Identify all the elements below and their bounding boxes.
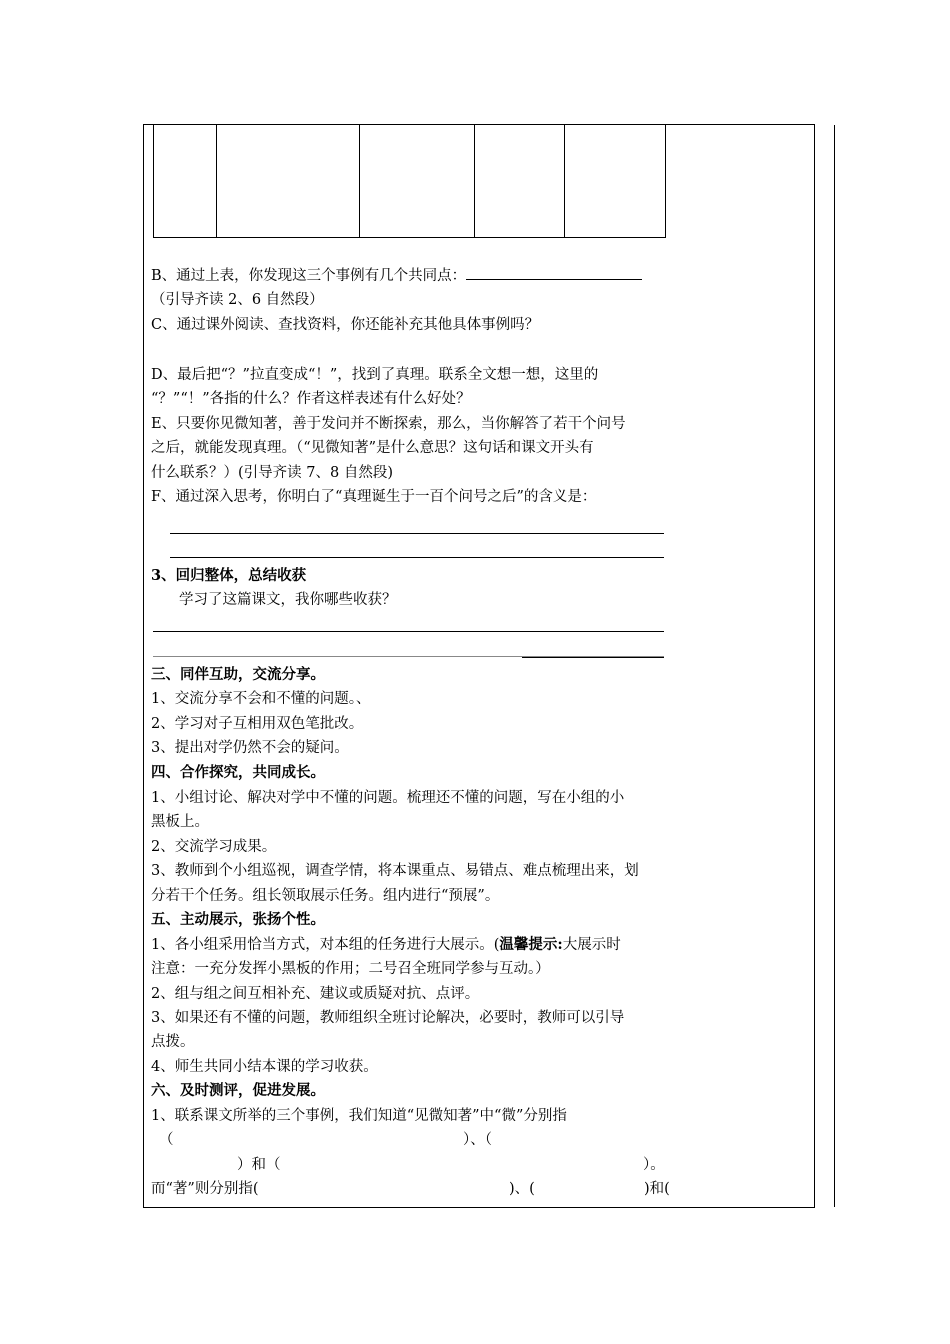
question-d-line2: “？”“！”各指的什么？作者这样表述有什么好处？ [151,391,471,407]
section-6-item-1-line1: 1、联系课文所举的三个事例，我们知道“见微知著”中“微”分别指 [151,1108,567,1124]
section-5-item-2: 2、组与组之间互相补充、建议或质疑对抗、点评。 [151,986,480,1002]
question-e-line3: 什么联系？）(引导齐读 7、8 自然段) [151,465,393,481]
answer-line[interactable] [170,557,664,558]
section-5-heading: 五、主动展示，张扬个性。 [151,911,325,928]
table-column-divider [359,125,360,237]
section-3-item-2: 2、学习对子互相用双色笔批改。 [151,716,364,732]
section-4-heading: 四、合作探究，共同成长。 [151,764,325,781]
answer-line[interactable] [522,657,664,658]
section-3-heading: 三、同伴互助，交流分享。 [151,666,325,683]
question-b-note: （引导齐读 2、6 自然段） [151,292,324,308]
table-column-divider [564,125,565,237]
section-4-item-1-line1: 1、小组讨论、解决对学中不懂的问题。梳理还不懂的问题，写在小组的小 [151,790,625,806]
section-6-heading: 六、及时测评，促进发展。 [151,1082,325,1099]
notes-column-divider [834,125,835,1207]
section-5-item-3-line1: 3、如果还有不懂的问题，教师组织全班讨论解决，必要时，教师可以引导 [151,1010,625,1026]
section-3-item-3: 3、提出对学仍然不会的疑问。 [151,740,349,756]
question-c: C、通过课外阅读、查找资料，你还能补充其他具体事例吗？ [151,317,540,333]
section-5-item-1-line2: 注意：一充分发挥小黑板的作用；二号召全班同学参与互动。） [151,961,550,977]
table-column-divider [474,125,475,237]
answer-line[interactable] [170,533,664,534]
section-5-item-1-line1: 1、各小组采用恰当方式，对本组的任务进行大展示。(温馨提示:大展示时 [151,936,621,953]
question-b: B、通过上表，你发现这三个事例有几个共同点： [151,265,681,287]
section-4-item-3-line2: 分若干个任务。组长领取展示任务。组内进行“预展”。 [151,888,500,904]
table-column-divider [216,125,217,237]
example-comparison-table [153,125,666,238]
answer-line[interactable] [153,631,664,632]
summary-question: 学习了这篇课文，我你哪些收获？ [179,592,397,608]
section-5-item-3-line2: 点拨。 [151,1034,195,1050]
question-e-line2: 之后，就能发现真理。（“见微知著”是什么意思？这句话和课文开头有 [151,440,594,456]
section-5-item-4: 4、师生共同小结本课的学习收获。 [151,1059,378,1075]
lesson-plan-table: B、通过上表，你发现这三个事例有几个共同点： （引导齐读 2、6 自然段） C、通过课外阅读、查找资料，你还能补充其他具体事例吗？ D、最后把“？”拉直变成“！”，找到了真理。联系全文想一想，这里的 “？”“！”各指的什么？作者这样表述有什么好处？ E、只要你见微知著，善于发问并不断探索，那么，当你解答了若干个问号 之后，就能发现真理。（“见微知著”是什么意思？这句话和课文开头有 什么联系？）(引导齐读 7、8 自然段) F、通过深入思考，你明白了“真理诞生于一百个问号之后”的含义是： 3、回归整体，总结收获 学习了这篇课文，我你哪些收获？ 三、同伴互助，交流分享。 1、交流分享不会和不懂的问题。、 2、学习对子互相用双色笔批改。 3、提出对学仍然不会的疑问。 四、合作探究，共同成长。 1、小组讨论、解决对学中不懂的问题。梳理还不懂的问题，写在小组的小 黑板上。 2、交流学习成果。 3、教师到个小组巡视，调查学情，将本课重点、易错点、难点梳理出来，划 分若干个任务。组长领取展示任务。组内进行“预展”。 五、主动展示，张扬个性。 1、各小组采用恰当方式，对本组的任务进行大展示。(温馨提示:大展示时 注意：一充分发挥小黑板的作用；二号召全班同学参与互动。） 2、组与组之间互相补充、建议或质疑对抗、点评。 3、如果还有不懂的问题，教师组织全班讨论解决，必要时，教师可以引导 点拨。 4、师生共同小结本课的学习收获。 六、及时测评，促进发展。 1、联系课文所举的三个事例，我们知道“见微知著”中“微”分别指 （ ）、（ ）和（ ）。 而“著”则分别指( )、( )和( [143,124,815,1208]
question-e-line1: E、只要你见微知著，善于发问并不断探索，那么，当你解答了若干个问号 [151,416,626,432]
section-summary-title: 3、回归整体，总结收获 [151,567,307,584]
section-4-item-3-line1: 3、教师到个小组巡视，调查学情，将本课重点、易错点、难点梳理出来，划 [151,863,639,879]
section-4-item-2: 2、交流学习成果。 [151,839,277,855]
section-3-item-1: 1、交流分享不会和不懂的问题。、 [151,691,371,707]
answer-blank[interactable] [466,279,642,280]
question-f: F、通过深入思考，你明白了“真理诞生于一百个问号之后”的含义是： [151,489,597,505]
section-4-item-1-line2: 黑板上。 [151,814,209,830]
question-d-line1: D、最后把“？”拉直变成“！”，找到了真理。联系全文想一想，这里的 [151,367,599,383]
